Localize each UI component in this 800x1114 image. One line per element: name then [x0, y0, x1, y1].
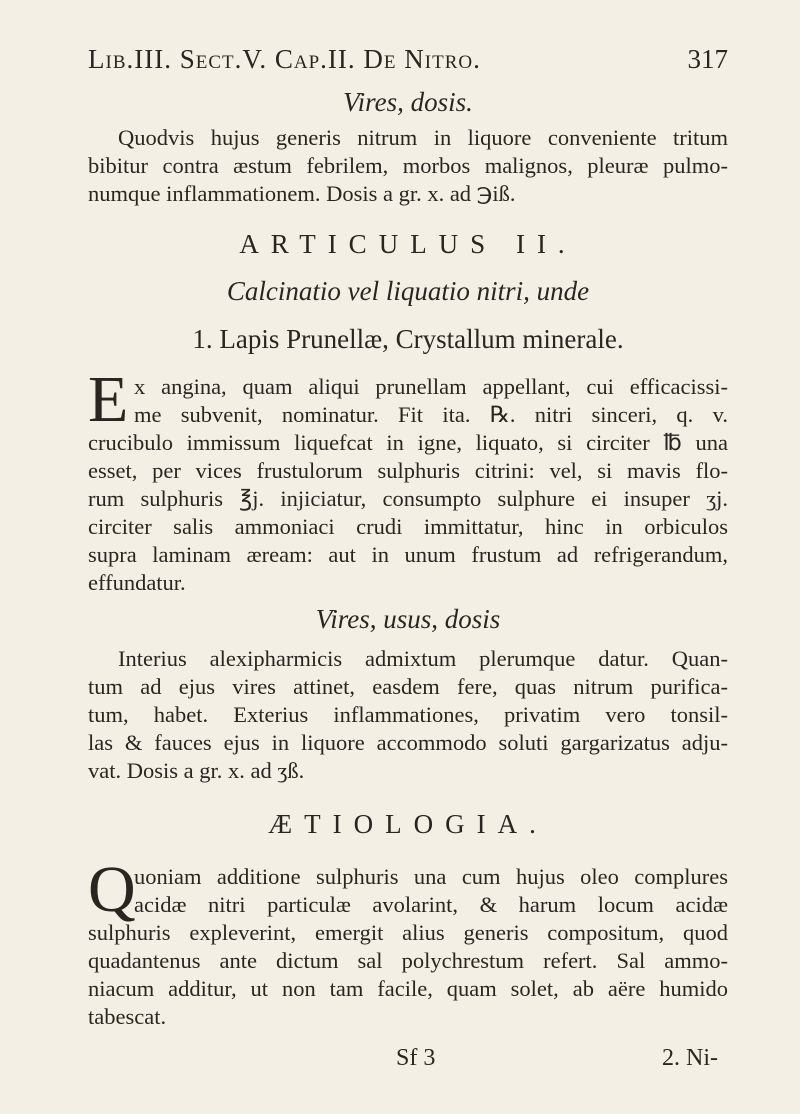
text-line: supra laminam æream: aut in unum frustum ad refrigerandum,: [88, 542, 728, 567]
text-line: x angina, quam aliqui prunellam appellant, cui efficacissi-: [134, 374, 728, 399]
text-line: acidæ nitri particulæ avolarint, & harum locum acidæ: [134, 892, 728, 917]
catchword: 2. Ni-: [662, 1045, 718, 1071]
drop-cap: E: [88, 363, 129, 436]
text-line: effundatur.: [88, 570, 186, 595]
article-subheading: Calcinatio vel liquatio nitri, unde: [226, 276, 590, 306]
section-heading-vires-dosis: Vires, dosis.: [343, 87, 473, 117]
running-header: [88, 44, 728, 80]
text-line: bibitur contra æstum febrilem, morbos malignos, pleuræ pulmo-: [88, 153, 728, 178]
text-line: Quodvis hujus generis nitrum in liquore conveniente tritum: [118, 125, 728, 150]
text-line: esset, per vices frustulorum sulphuris citrini: vel, si mavis flo-: [88, 458, 728, 483]
section-heading-vires-usus-dosis: Vires, usus, dosis: [315, 604, 501, 634]
text-line: uoniam additione sulphuris una cum hujus oleo complures: [134, 864, 728, 889]
page-number: 317: [687, 44, 728, 74]
text-line: tum ad ejus vires attinet, easdem fere, quas nitrum purifica-: [88, 674, 728, 699]
text-line: crucibulo immissum liquefcat in igne, liquato, si circiter ℔ una: [88, 430, 728, 455]
drop-cap: Q: [88, 853, 136, 926]
text-line: niacum additur, ut non tam facile, quam solet, ab aëre humido: [88, 976, 728, 1001]
signature-mark: Sf 3: [396, 1045, 436, 1071]
text-line: me subvenit, nominatur. Fit ita. ℞. nitri sinceri, q. v.: [134, 402, 728, 427]
text-line: las & fauces ejus in liquore accommodo soluti gargarizatus adju-: [88, 730, 728, 755]
item-title: 1. Lapis Prunellæ, Crystallum minerale.: [192, 324, 624, 354]
text-line: quadantenus ante dictum sal polychrestum refert. Sal ammo-: [88, 948, 728, 973]
text-line: rum sulphuris ℥j. injiciatur, consumpto sulphure ei insuper ʒj.: [88, 486, 728, 511]
article-heading: ARTICULUS II.: [239, 229, 577, 259]
text-line: numque inflammationem. Dosis a gr. x. ad ℈iß.: [88, 181, 516, 206]
aetiologia-heading: ÆTIOLOGIA.: [268, 809, 548, 839]
text-line: tabescat.: [88, 1004, 167, 1029]
text-line: circiter salis ammoniaci crudi immittatur, hinc in orbiculos: [88, 514, 728, 539]
text-line: Interius alexipharmicis admixtum plerumque datur. Quan-: [118, 646, 728, 671]
running-title: Lib.III. Sect.V. Cap.II. De Nitro.: [88, 44, 481, 74]
text-line: sulphuris expleverint, emergit alius generis compositum, quod: [88, 920, 728, 945]
text-line: vat. Dosis a gr. x. ad ʒß.: [88, 758, 305, 783]
text-line: tum, habet. Exterius inflammationes, privatim vero tonsil-: [88, 702, 728, 727]
